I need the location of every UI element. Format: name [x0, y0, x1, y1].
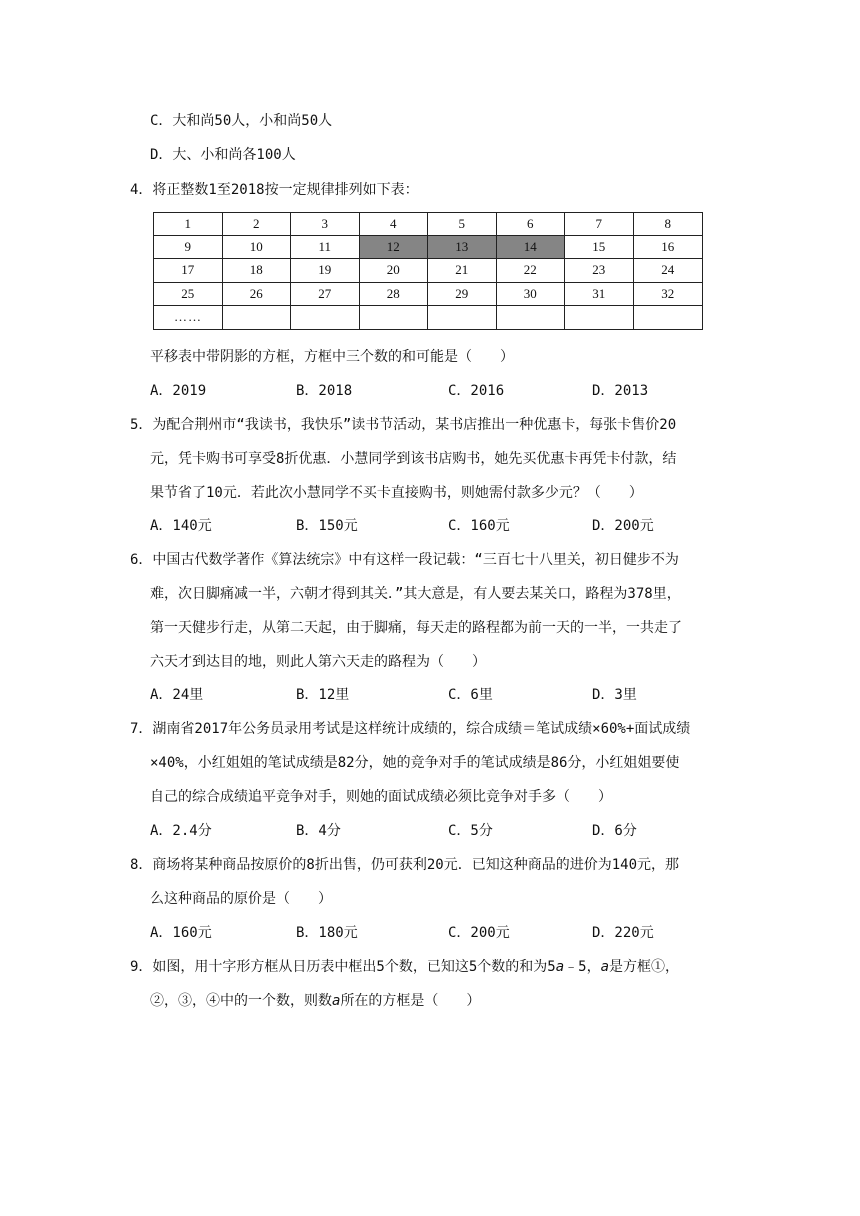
table-cell [565, 306, 634, 329]
table-cell: 24 [634, 259, 703, 282]
table-cell: 20 [360, 259, 429, 282]
q4-option-b: B．2018 [296, 383, 353, 399]
q4-question: 平移表中带阴影的方框，方框中三个数的和可能是（ ） [150, 349, 514, 365]
table-ellipsis: …… [154, 306, 223, 329]
table-cell: 32 [634, 283, 703, 306]
q4-number-table [153, 212, 703, 330]
q6-option-a: A．24里 [150, 687, 204, 703]
table-cell: 9 [154, 236, 223, 259]
q5-option-a: A．140元 [150, 518, 212, 534]
q6-line-4: 六天才到达目的地，则此人第六天走的路程为（ ） [150, 654, 486, 670]
q9-line-2-pre: ②，③，④中的一个数，则数 [150, 993, 332, 1009]
table-cell: 31 [565, 283, 634, 306]
q5-line-1: 5．为配合荆州市“我读书，我快乐”读书节活动，某书店推出一种优惠卡，每张卡售价20 [130, 417, 677, 433]
table-cell [634, 306, 703, 329]
q5-option-b: B．150元 [296, 518, 358, 534]
table-cell: 10 [223, 236, 292, 259]
table-cell: 27 [291, 283, 360, 306]
q5-line-2: 元，凭卡购书可享受8折优惠．小慧同学到该书店购书，她先买优惠卡再凭卡付款，结 [150, 451, 677, 467]
table-cell: 28 [360, 283, 429, 306]
table-cell: 7 [565, 213, 634, 236]
table-cell: 12 [360, 236, 429, 259]
table-cell: 4 [360, 213, 429, 236]
q7-line-3: 自己的综合成绩追平竞争对手，则她的面试成绩必须比竞争对手多（ ） [150, 789, 612, 805]
q6-option-d: D．3里 [592, 687, 637, 703]
table-cell: 1 [154, 213, 223, 236]
q9-line-1-mid: ﹣5， [564, 959, 601, 975]
q7-option-d: D．6分 [592, 823, 637, 839]
q6-line-2: 难，次日脚痛减一半，六朝才得到其关．”其大意是，有人要去某关口，路程为378里， [150, 586, 681, 602]
q7-line-2: ×40%，小红姐姐的笔试成绩是82分，她的竞争对手的笔试成绩是86分，小红姐姐要使 [150, 755, 680, 771]
q8-option-d: D．220元 [592, 925, 654, 941]
q5-option-c: C．160元 [448, 518, 510, 534]
q6-option-c: C．6里 [448, 687, 493, 703]
q8-option-a: A．160元 [150, 925, 212, 941]
table-cell: 6 [497, 213, 566, 236]
table-cell: 21 [428, 259, 497, 282]
q4-option-d: D．2013 [592, 383, 649, 399]
table-cell: 5 [428, 213, 497, 236]
q8-option-b: B．180元 [296, 925, 358, 941]
table-cell [291, 306, 360, 329]
table-cell: 16 [634, 236, 703, 259]
q3-option-c: C．大和尚50人，小和尚50人 [150, 113, 333, 129]
q4-stem: 4．将正整数1至2018按一定规律排列如下表： [130, 182, 419, 198]
q4-option-c: C．2016 [448, 383, 505, 399]
table-cell: 25 [154, 283, 223, 306]
table-cell [223, 306, 292, 329]
table-cell [497, 306, 566, 329]
q9-line-2-post: 所在的方框是（ ） [340, 993, 481, 1009]
table-cell: 13 [428, 236, 497, 259]
table-cell: 14 [497, 236, 566, 259]
table-cell: 29 [428, 283, 497, 306]
q8-option-c: C．200元 [448, 925, 510, 941]
table-cell: 22 [497, 259, 566, 282]
table-cell: 30 [497, 283, 566, 306]
q5-line-3: 果节省了10元．若此次小慧同学不买卡直接购书，则她需付款多少元？（ ） [150, 485, 643, 501]
q6-line-3: 第一天健步行走，从第二天起，由于脚痛，每天走的路程都为前一天的一半，一共走了 [150, 620, 682, 636]
table-cell: 2 [223, 213, 292, 236]
q9-variable-a: a [555, 959, 565, 975]
q6-option-b: B．12里 [296, 687, 350, 703]
table-cell: 23 [565, 259, 634, 282]
q7-option-a: A．2.4分 [150, 823, 212, 839]
q9-line-2 [150, 991, 480, 1011]
table-cell: 17 [154, 259, 223, 282]
table-cell [428, 306, 497, 329]
table-cell: 18 [223, 259, 292, 282]
q5-option-d: D．200元 [592, 518, 654, 534]
q7-option-c: C．5分 [448, 823, 493, 839]
table-cell [360, 306, 429, 329]
q7-line-1: 7．湖南省2017年公务员录用考试是这样统计成绩的，综合成绩＝笔试成绩×60%+面试成绩 [130, 721, 691, 737]
q8-line-1: 8．商场将某种商品按原价的8折出售，仍可获利20元．已知这种商品的进价为140元，那 [130, 857, 679, 873]
table-cell: 19 [291, 259, 360, 282]
q8-line-2: 么这种商品的原价是（ ） [150, 891, 332, 907]
q3-option-d: D．大、小和尚各100人 [150, 147, 296, 163]
q9-variable-a: a [600, 959, 610, 975]
q4-option-a: A．2019 [150, 383, 207, 399]
table-cell: 11 [291, 236, 360, 259]
q9-line-1 [130, 957, 679, 977]
q9-variable-a: a [332, 993, 341, 1009]
table-cell: 15 [565, 236, 634, 259]
table-cell: 8 [634, 213, 703, 236]
q9-line-1-post: 是方框①， [609, 959, 680, 975]
q9-line-1-pre: 9．如图，用十字形方框从日历表中框出5个数，已知这5个数的和为5 [130, 959, 556, 975]
table-cell: 26 [223, 283, 292, 306]
table-cell: 3 [291, 213, 360, 236]
q7-option-b: B．4分 [296, 823, 341, 839]
q6-line-1: 6．中国古代数学著作《算法统宗》中有这样一段记载：“三百七十八里关，初日健步不为 [130, 552, 679, 568]
